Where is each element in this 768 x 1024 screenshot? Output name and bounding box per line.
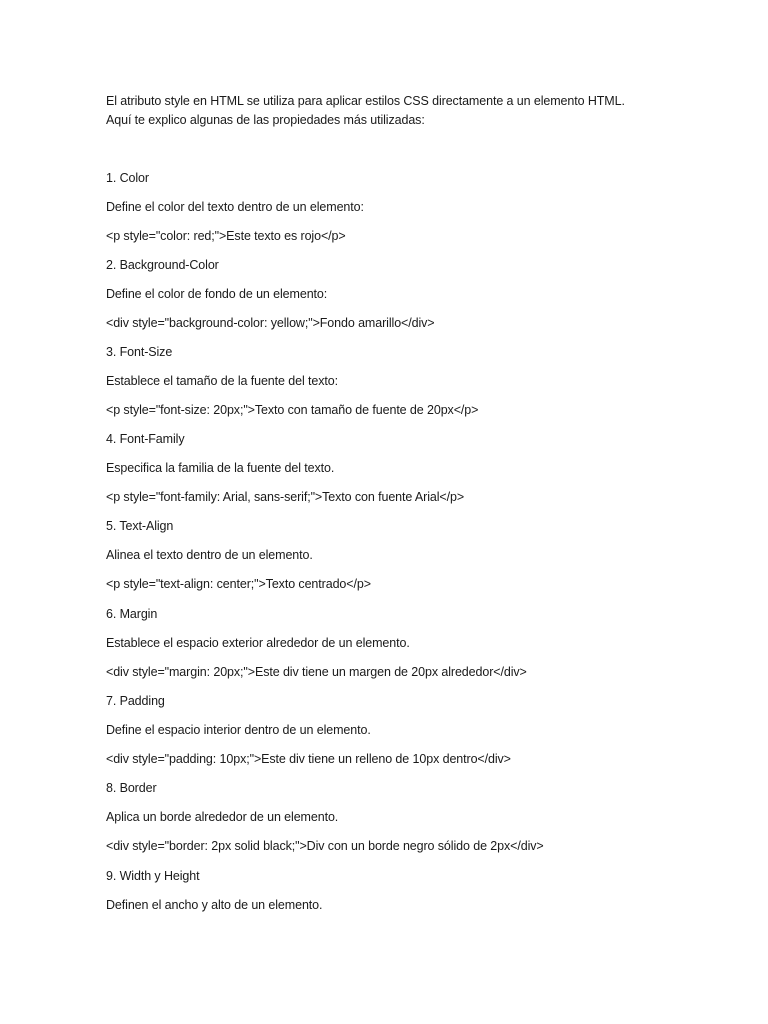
section-description-margin: Establece el espacio exterior alrededor de un elemento. bbox=[106, 636, 410, 650]
section-heading-font-family: 4. Font-Family bbox=[106, 432, 185, 446]
section-heading-border: 8. Border bbox=[106, 781, 157, 795]
section-description-color: Define el color del texto dentro de un elemento: bbox=[106, 200, 364, 214]
intro-line-1: El atributo style en HTML se utiliza para aplicar estilos CSS directamente a un elemento HTML. bbox=[106, 94, 625, 108]
section-heading-color: 1. Color bbox=[106, 171, 149, 185]
section-description-border: Aplica un borde alrededor de un elemento. bbox=[106, 810, 339, 824]
section-heading-background-color: 2. Background-Color bbox=[106, 258, 219, 272]
section-description-font-family: Especifica la familia de la fuente del texto. bbox=[106, 461, 335, 475]
section-example-font-family: <p style="font-family: Arial, sans-serif;">Texto con fuente Arial</p> bbox=[106, 490, 465, 504]
section-example-font-size: <p style="font-size: 20px;">Texto con tamaño de fuente de 20px</p> bbox=[106, 403, 479, 417]
section-heading-text-align: 5. Text-Align bbox=[106, 519, 174, 533]
intro-line-2: Aquí te explico algunas de las propiedades más utilizadas: bbox=[106, 113, 425, 127]
section-description-font-size: Establece el tamaño de la fuente del texto: bbox=[106, 374, 338, 388]
section-description-background-color: Define el color de fondo de un elemento: bbox=[106, 287, 328, 301]
section-example-padding: <div style="padding: 10px;">Este div tiene un relleno de 10px dentro</div> bbox=[106, 752, 511, 766]
section-heading-margin: 6. Margin bbox=[106, 607, 158, 621]
section-heading-font-size: 3. Font-Size bbox=[106, 345, 173, 359]
document-page bbox=[106, 0, 746, 1024]
section-example-background-color: <div style="background-color: yellow;">Fondo amarillo</div> bbox=[106, 316, 435, 330]
section-description-width-height: Definen el ancho y alto de un elemento. bbox=[106, 898, 323, 912]
section-example-text-align: <p style="text-align: center;">Texto centrado</p> bbox=[106, 577, 371, 591]
section-example-color: <p style="color: red;">Este texto es rojo</p> bbox=[106, 229, 346, 243]
section-example-margin: <div style="margin: 20px;">Este div tiene un margen de 20px alrededor</div> bbox=[106, 665, 527, 679]
section-example-border: <div style="border: 2px solid black;">Div con un borde negro sólido de 2px</div> bbox=[106, 839, 544, 853]
section-heading-width-height: 9. Width y Height bbox=[106, 869, 200, 883]
section-heading-padding: 7. Padding bbox=[106, 694, 165, 708]
section-description-text-align: Alinea el texto dentro de un elemento. bbox=[106, 548, 313, 562]
section-description-padding: Define el espacio interior dentro de un elemento. bbox=[106, 723, 371, 737]
